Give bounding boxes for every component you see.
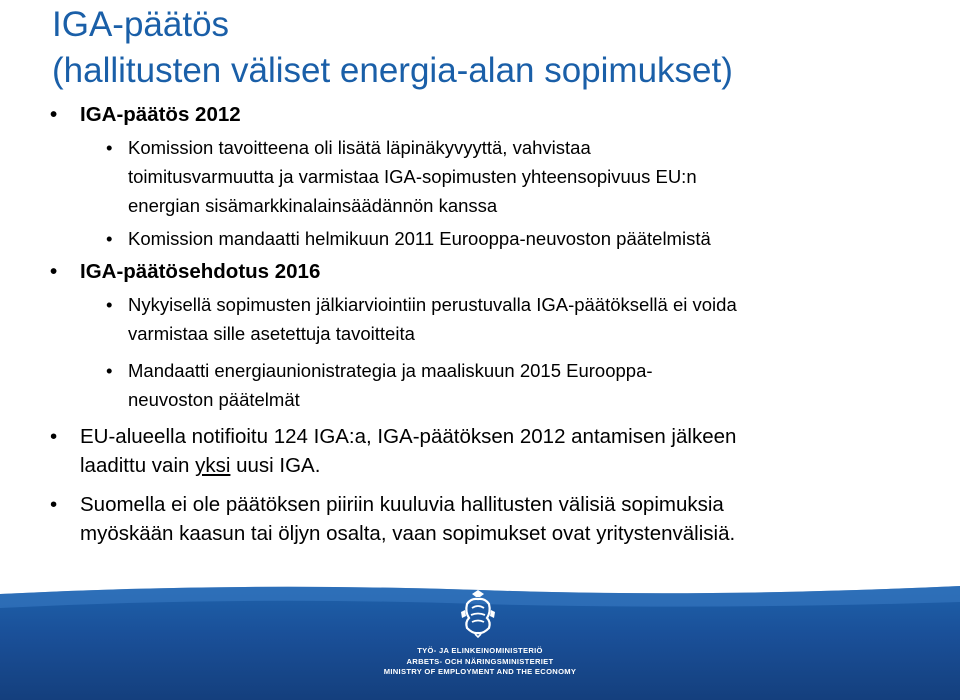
sub-bullet-commission-mandate xyxy=(50,224,930,253)
ministry-name-sv: ARBETS- OCH NÄRINGSMINISTERIET xyxy=(406,656,554,666)
ministry-name-fi: TYÖ- JA ELINKEINOMINISTERIÖ xyxy=(417,646,543,655)
bullet-finland xyxy=(50,490,930,548)
sub-bullet-current-decision xyxy=(50,290,930,348)
sub-bullet-line: Mandaatti energiaunionistrategia ja maaliskuun 2015 Eurooppa- xyxy=(128,360,653,381)
slide-title xyxy=(52,2,733,94)
sub-bullet-line: Komission mandaatti helmikuun 2011 Eurooppa-neuvoston päätelmistä xyxy=(128,228,711,249)
bullet-line: myöskään kaasun tai öljyn osalta, vaan sopimukset ovat yritystenvälisiä. xyxy=(80,522,736,545)
finnish-lion-coat-of-arms-icon xyxy=(455,588,501,638)
sub-bullet-line: neuvoston päätelmät xyxy=(128,389,300,410)
bullet-line: Suomella ei ole päätöksen piiriin kuuluvia hallitusten välisiä sopimuksia xyxy=(80,493,724,516)
bullet-iga-2012 xyxy=(50,100,930,129)
underlined-word: yksi xyxy=(195,454,231,477)
sub-bullet-line: energian sisämarkkinalainsäädännön kanssa xyxy=(128,195,498,216)
bullet-heading: IGA-päätös 2012 xyxy=(80,103,241,126)
sub-bullet-commission-goal xyxy=(50,133,930,220)
bullet-iga-proposal-2016 xyxy=(50,257,930,286)
bullet-line: EU-alueella notifioitu 124 IGA:a, IGA-päätöksen 2012 antamisen jälkeen xyxy=(80,425,737,448)
sub-bullet-line: Komission tavoitteena oli lisätä läpinäkyvyyttä, vahvistaa xyxy=(128,137,591,158)
sub-bullet-line: varmistaa sille asetettuja tavoitteita xyxy=(128,323,415,344)
sub-bullet-line: Nykyisellä sopimusten jälkiarviointiin perustuvalla IGA-päätöksellä ei voida xyxy=(128,294,737,315)
bullet-eu-notified xyxy=(50,422,930,480)
ministry-name-en: MINISTRY OF EMPLOYMENT AND THE ECONOMY xyxy=(383,667,577,676)
sub-bullet-mandate-energy-union xyxy=(50,356,930,414)
sub-bullet-line: toimitusvarmuutta ja varmistaa IGA-sopimusten yhteensopivuus EU:n xyxy=(128,166,697,187)
slide-title-line1: IGA-päätös xyxy=(52,5,230,44)
slide-title-line2: (hallitusten väliset energia-alan sopimukset) xyxy=(52,51,733,90)
footer-band xyxy=(0,580,960,700)
bullet-line-part: uusi IGA. xyxy=(230,454,321,477)
ministry-name xyxy=(330,646,630,678)
bullet-list xyxy=(50,100,930,548)
bullet-line-part: laadittu vain xyxy=(80,454,196,477)
bullet-heading: IGA-päätösehdotus 2016 xyxy=(80,260,321,283)
